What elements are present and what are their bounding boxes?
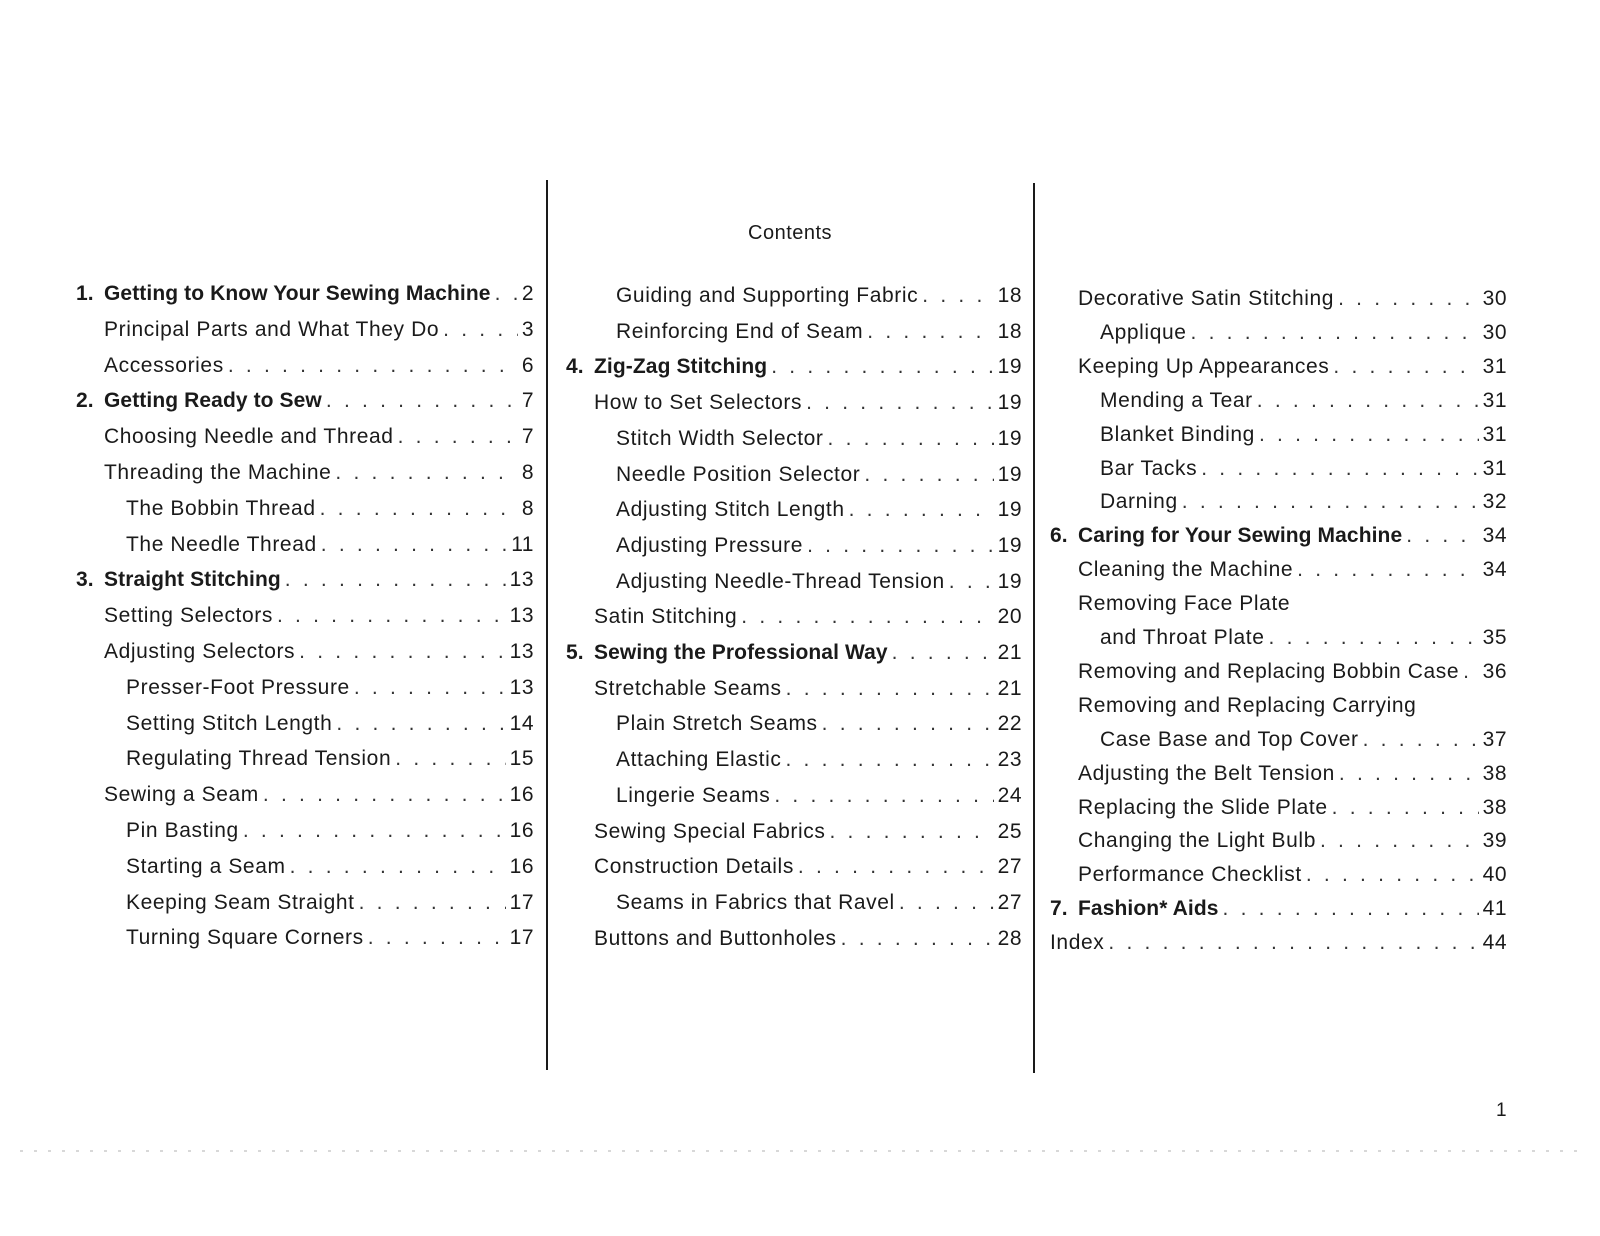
toc-entry-page: 19 [997,498,1022,522]
toc-entry-label: Adjusting Selectors [104,640,296,663]
toc-entry-number: 2. [76,389,94,413]
toc-entry-page: 34 [1482,558,1507,582]
toc-leader-dots [829,820,993,844]
toc-leader-dots [741,605,993,629]
toc-entry [76,640,534,664]
toc-entry-label: Regulating Thread Tension [126,747,392,771]
column-divider-right [1033,183,1035,1073]
toc-entry [566,427,1022,451]
toc-entry-label: Presser-Foot Pressure [126,675,350,699]
toc-entry-page: 7 [521,389,534,413]
toc-entry [76,533,534,557]
toc-entry [566,498,1022,522]
toc-entry-number: 4. [566,355,584,379]
toc-entry [1050,558,1507,582]
toc-entry-label: How to Set Selectors [594,391,803,415]
toc-entry-label: Threading the Machine [104,461,332,484]
toc-leader-dots [1259,423,1479,447]
toc-leader-dots [774,784,993,808]
toc-entry-label: Turning Square Corners [126,926,364,950]
toc-entry [1050,897,1507,921]
toc-entry-page: 31 [1482,388,1507,412]
toc-leader-dots [798,855,994,879]
toc-entry-page: 34 [1482,524,1507,548]
toc-entry-number: 1. [76,282,94,305]
toc-entry [76,497,534,521]
toc-entry [1050,694,1507,718]
toc-entry-page: 19 [997,569,1022,593]
toc-entry-label: Pin Basting [126,819,239,842]
toc-entry-page: 37 [1482,727,1507,751]
toc-leader-dots [290,855,506,879]
toc-leader-dots [1201,457,1478,481]
toc-leader-dots [1339,762,1479,786]
toc-entry-label: Decorative Satin Stitching [1078,287,1335,310]
toc-leader-dots [806,391,994,415]
toc-entry-page: 18 [997,284,1022,307]
toc-entry [76,604,534,628]
toc-entry [1050,457,1507,481]
toc-entry-label: and Throat Plate [1100,626,1265,649]
toc-entry-page: 39 [1482,829,1507,853]
toc-entry-page: 38 [1482,795,1507,819]
toc-entry-page: 31 [1482,422,1507,446]
toc-entry [566,820,1022,844]
toc-leader-dots [1363,728,1479,752]
toc-entry [1050,321,1507,345]
toc-entry-page: 19 [997,462,1022,486]
toc-entry-page: 21 [997,676,1022,700]
toc-entry [76,461,534,485]
toc-leader-dots [326,389,518,413]
toc-leader-dots [1332,796,1479,820]
toc-entry-page: 17 [509,926,534,950]
toc-leader-dots [922,284,993,308]
toc-entry-page: 2 [521,282,534,305]
toc-leader-dots [841,927,994,951]
toc-entry-label: Sewing the Professional Way [594,641,888,664]
toc-entry-page: 27 [997,855,1022,879]
toc-entry-label: Attaching Elastic [616,748,782,772]
toc-entry-label: Stretchable Seams [594,676,782,700]
toc-entry-label: Index [1050,931,1105,955]
toc-entry-label: Performance Checklist [1078,863,1302,887]
toc-entry [566,320,1022,344]
toc-entry-page: 18 [997,319,1022,343]
toc-entry-page: 41 [1482,897,1507,921]
toc-entry-label: Keeping Up Appearances [1078,354,1330,378]
toc-entry-label: Adjusting Needle-Thread Tension [616,569,945,593]
toc-entry [76,783,534,807]
toc-leader-dots [1191,321,1479,345]
toc-leader-dots [786,677,994,701]
toc-entry-page: 40 [1482,863,1507,887]
toc-leader-dots [949,570,994,594]
toc-entry-page: 27 [997,890,1022,914]
toc-entry-page: 13 [509,640,534,663]
toc-entry-page: 16 [509,783,534,807]
toc-leader-dots [771,355,993,379]
toc-entry-page: 16 [509,854,534,878]
toc-entry [1050,355,1507,379]
toc-entry-label: Darning [1100,490,1178,514]
toc-entry-label: Applique [1100,320,1187,344]
toc-leader-dots [1297,558,1479,582]
toc-entry [566,748,1022,772]
toc-leader-dots [320,497,518,521]
toc-entry-page: 23 [997,748,1022,772]
toc-entry-label: Zig-Zag Stitching [594,355,768,379]
toc-entry-label: Keeping Seam Straight [126,890,355,914]
toc-entry-page: 36 [1482,659,1507,683]
toc-leader-dots [1333,355,1478,379]
toc-entry-label: Sewing a Seam [104,783,259,807]
toc-entry [76,282,534,306]
toc-entry [1050,660,1507,684]
toc-entry-page: 32 [1482,490,1507,514]
toc-leader-dots [335,461,517,485]
toc-entry-label: Buttons and Buttonholes [594,926,837,950]
toc-entry-label: Lingerie Seams [616,783,771,807]
toc-entry [1050,796,1507,820]
toc-entry-label: Construction Details [594,855,794,879]
toc-entry [76,926,534,950]
toc-entry-label: Caring for Your Sewing Machine [1078,524,1403,548]
toc-entry-page: 7 [521,425,534,449]
toc-entry [76,747,534,771]
toc-entry-label: Setting Selectors [104,604,273,628]
toc-leader-dots [1306,863,1479,887]
toc-entry [1050,490,1507,514]
toc-entry [1050,423,1507,447]
toc-entry [566,605,1022,629]
toc-leader-dots [1463,660,1479,684]
toc-entry-label: Mending a Tear [1100,388,1253,412]
toc-title: Contents [748,222,833,244]
toc-entry-page: 30 [1482,287,1507,310]
toc-entry-number: 3. [76,568,94,592]
toc-entry-label: Setting Stitch Length [126,711,333,735]
toc-entry-label: Replacing the Slide Plate [1078,795,1328,819]
toc-entry [1050,762,1507,786]
toc-entry [1050,524,1507,548]
toc-entry-page: 24 [997,783,1022,807]
toc-entry-page: 19 [997,355,1022,379]
toc-entry [1050,728,1507,752]
toc-entry [76,389,534,413]
toc-entry-page: 16 [509,819,534,842]
toc-entry-label: Accessories [104,353,224,377]
toc-leader-dots [899,891,994,915]
toc-entry-page: 35 [1482,626,1507,649]
toc-leader-dots [828,427,994,451]
toc-entry-label: Straight Stitching [104,568,281,592]
toc-leader-dots [321,533,507,557]
toc-leader-dots [1338,287,1479,311]
toc-entry-number: 5. [566,641,584,664]
toc-leader-dots [822,712,994,736]
toc-entry-page: 25 [997,819,1022,843]
toc-entry-page: 8 [521,461,534,484]
toc-leader-dots [398,425,518,449]
toc-leader-dots [336,712,505,736]
toc-entry-label: Stitch Width Selector [616,426,824,450]
toc-entry-label: Getting Ready to Sew [104,389,322,413]
toc-entry [566,784,1022,808]
toc-entry [1050,592,1507,616]
toc-entry [76,819,534,843]
toc-leader-dots [1257,389,1479,413]
toc-entry-label: Fashion* Aids [1078,897,1219,921]
toc-leader-dots [368,926,506,950]
toc-entry-page: 15 [509,747,534,771]
toc-entry-page: 28 [997,926,1022,950]
toc-leader-dots [864,463,993,487]
toc-leader-dots [299,640,505,664]
toc-entry-page: 11 [511,532,534,556]
toc-leader-dots [395,747,505,771]
toc-leader-dots [1269,626,1479,650]
toc-entry [76,855,534,879]
page-number: 1 [1496,1100,1507,1121]
column-divider-left [546,180,548,1070]
toc-entry-page: 19 [997,391,1022,415]
toc-entry [76,354,534,378]
toc-entry [76,318,534,342]
toc-entry-page: 31 [1482,456,1507,480]
toc-entry-label: Blanket Binding [1100,422,1255,446]
toc-entry [566,712,1022,736]
toc-entry-label: Guiding and Supporting Fabric [616,284,919,307]
toc-leader-dots [263,783,506,807]
toc-entry-label: Reinforcing End of Seam [616,319,864,343]
toc-entry [566,463,1022,487]
toc-entry-page: 14 [509,711,534,735]
toc-entry-label: Removing Face Plate [1078,592,1291,616]
toc-leader-dots [443,318,518,342]
toc-entry-label: Choosing Needle and Thread [104,425,394,449]
toc-leader-dots [1320,829,1479,853]
toc-leader-dots [285,568,506,592]
toc-entry [1050,829,1507,853]
toc-leader-dots [228,354,518,378]
toc-entry-page: 31 [1482,354,1507,378]
toc-entry [1050,287,1507,311]
toc-entry-label: Needle Position Selector [616,462,861,486]
toc-leader-dots [867,320,993,344]
toc-entry [566,284,1022,308]
toc-entry-label: Adjusting Pressure [616,533,804,557]
toc-entry-page: 30 [1482,320,1507,344]
toc-entry-label: Starting a Seam [126,854,286,878]
toc-entry [76,891,534,915]
toc-entry-label: The Needle Thread [126,532,317,556]
toc-leader-dots [243,819,506,843]
toc-leader-dots [1406,524,1478,548]
toc-entry [566,355,1022,379]
toc-entry-page: 19 [997,426,1022,450]
toc-entry-page: 38 [1482,761,1507,785]
toc-leader-dots [785,748,993,772]
toc-entry-number: 6. [1050,524,1068,548]
toc-entry-page: 17 [509,890,534,914]
toc-entry-page: 19 [997,533,1022,557]
toc-entry [566,534,1022,558]
toc-leader-dots [495,282,518,306]
toc-entry-label: Changing the Light Bulb [1078,829,1316,853]
toc-entry-page: 44 [1482,931,1507,955]
toc-entry-label: Seams in Fabrics that Ravel [616,890,895,914]
toc-entry-label: Cleaning the Machine [1078,558,1294,582]
toc-entry-page: 21 [997,641,1022,664]
toc-entry-page: 6 [521,353,534,377]
toc-entry-label: Sewing Special Fabrics [594,819,826,843]
toc-entry-label: Adjusting the Belt Tension [1078,761,1335,785]
toc-entry [76,568,534,592]
toc-entry-label: Getting to Know Your Sewing Machine [104,282,491,305]
toc-entry-label: Removing and Replacing Carrying [1078,693,1417,717]
toc-leader-dots [354,676,506,700]
toc-entry-label: Bar Tacks [1100,456,1198,480]
toc-leader-dots [1223,897,1479,921]
toc-entry [566,855,1022,879]
toc-entry-page: 20 [997,605,1022,629]
toc-entry [1050,931,1507,955]
toc-entry [566,927,1022,951]
toc-entry-label: Plain Stretch Seams [616,712,818,736]
toc-entry [76,676,534,700]
toc-entry-label: Satin Stitching [594,605,738,629]
toc-entry [1050,389,1507,413]
toc-entry [566,891,1022,915]
toc-entry-page: 8 [521,496,534,520]
toc-entry [1050,626,1507,650]
toc-entry [566,677,1022,701]
toc-entry [566,570,1022,594]
toc-leader-dots [892,641,994,665]
toc-entry-page: 13 [509,568,534,592]
toc-leader-dots [359,891,506,915]
toc-entry [566,641,1022,665]
toc-entry-page: 13 [509,604,534,628]
toc-entry [76,712,534,736]
toc-leader-dots [807,534,994,558]
toc-entry-label: Case Base and Top Cover [1100,727,1359,751]
toc-entry-number: 7. [1050,897,1068,921]
toc-entry [1050,863,1507,887]
toc-entry [76,425,534,449]
toc-entry-label: Adjusting Stitch Length [616,498,845,522]
toc-leader-dots [1108,931,1478,955]
toc-entry-label: The Bobbin Thread [126,496,316,520]
scan-artifact-line [20,1150,1580,1152]
toc-leader-dots [849,498,994,522]
toc-entry-label: Principal Parts and What They Do [104,317,440,341]
toc-leader-dots [1182,490,1479,514]
toc-entry-page: 22 [997,712,1022,736]
toc-entry-page: 3 [521,317,534,341]
toc-leader-dots [277,604,506,628]
toc-entry-page: 13 [509,675,534,699]
toc-entry-label: Removing and Replacing Bobbin Case [1078,659,1460,683]
toc-entry [566,391,1022,415]
